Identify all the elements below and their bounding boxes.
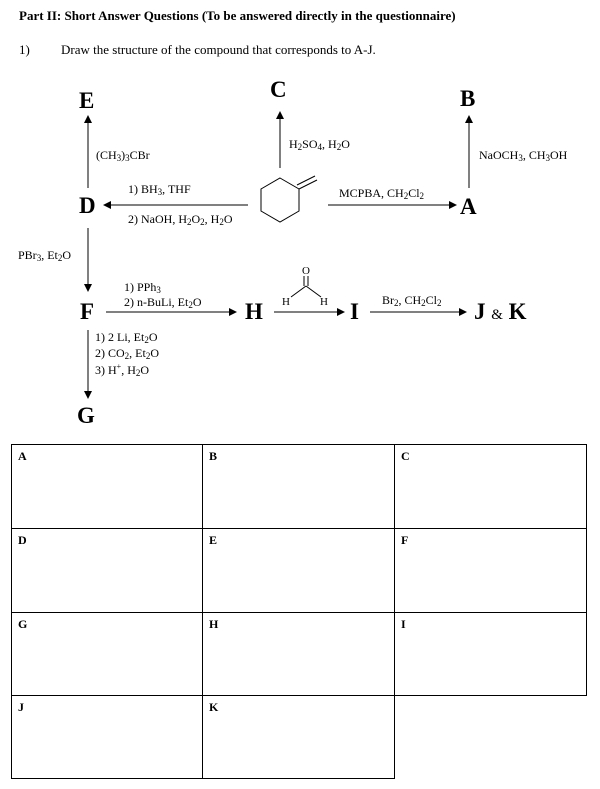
formaldehyde-h-right: H xyxy=(320,296,328,308)
answer-box-label: E xyxy=(209,533,218,547)
reagent-mcpba: MCPBA, $CH_2Cl_2$ xyxy=(339,186,425,201)
answer-grid xyxy=(11,444,587,779)
reagent-nbuli: 2) n-BuLi, $Et_2O$ xyxy=(124,295,202,310)
label-J: J xyxy=(474,299,486,324)
answer-box-H[interactable] xyxy=(202,612,395,696)
answer-box-B[interactable] xyxy=(202,444,395,529)
label-C: C xyxy=(270,77,287,102)
label-H: H xyxy=(245,299,263,324)
label-A: A xyxy=(460,194,477,219)
answer-box-D[interactable] xyxy=(11,528,203,613)
answer-box-C[interactable] xyxy=(394,444,587,529)
reagent-pph3: 1) PPh$_3$ xyxy=(124,280,161,295)
answer-box-label: C xyxy=(401,449,410,463)
answer-box-F[interactable] xyxy=(394,528,587,613)
answer-box-I[interactable] xyxy=(394,612,587,696)
reagent-naoch3: NaOCH$_3$, $CH_3OH$ xyxy=(479,148,568,163)
page-title: Part II: Short Answer Questions (To be answered directly in the questionnaire) xyxy=(19,8,456,23)
reagent-naoh: 2) NaOH, $H_2O_2$, $H_2O$ xyxy=(128,212,233,227)
answer-box-A[interactable] xyxy=(11,444,203,529)
label-I: I xyxy=(350,299,359,324)
exocyclic-double-bond xyxy=(297,176,315,185)
answer-box-label: D xyxy=(18,533,27,547)
question-number: 1) xyxy=(19,42,30,57)
reagent-tbubr: $(CH_3)_3CBr$ xyxy=(96,148,150,163)
answer-box-label: F xyxy=(401,533,409,547)
label-F: F xyxy=(80,299,95,324)
formaldehyde-h-left: H xyxy=(282,296,290,308)
reagent-pbr3: PBr$_3$, $Et_2O$ xyxy=(18,248,72,263)
label-E: E xyxy=(79,88,95,113)
answer-box-label: I xyxy=(401,617,406,631)
answer-box-G[interactable] xyxy=(11,612,203,696)
reagent-h3o: 3) H+, $H_2O$ xyxy=(95,362,150,378)
answer-box-E[interactable] xyxy=(202,528,395,613)
label-D: D xyxy=(79,193,96,218)
label-JK xyxy=(474,300,527,323)
reagent-bh3: 1) $BH_3$, THF xyxy=(128,182,191,197)
label-K: K xyxy=(508,299,527,324)
question-text: Draw the structure of the compound that corresponds to A-J. xyxy=(61,42,376,57)
answer-box-label: B xyxy=(209,449,218,463)
answer-box-J[interactable] xyxy=(11,695,203,779)
reagent-h2so4: $H_2SO_4$, $H_2O$ xyxy=(289,137,350,152)
reagent-co2: 2) $CO_2$, $Et_2O$ xyxy=(95,346,160,361)
answer-box-K[interactable] xyxy=(202,695,395,779)
reagent-br2: $Br_2$, $CH_2Cl_2$ xyxy=(382,293,442,308)
label-B: B xyxy=(460,86,476,111)
answer-box-label: H xyxy=(209,617,219,631)
answer-box-label: J xyxy=(18,700,24,714)
formaldehyde-bond-left xyxy=(291,286,306,297)
formaldehyde-o: O xyxy=(302,265,310,277)
label-amp: & xyxy=(491,307,503,323)
exocyclic-bond xyxy=(299,180,317,189)
reagent-li: 1) 2 Li, $Et_2O$ xyxy=(95,330,158,345)
answer-box-label: A xyxy=(18,449,27,463)
cyclohexane-ring xyxy=(261,178,299,222)
formaldehyde-bond-right xyxy=(306,286,321,297)
label-G: G xyxy=(77,403,95,428)
answer-box-label: G xyxy=(18,617,28,631)
answer-box-label: K xyxy=(209,700,219,714)
